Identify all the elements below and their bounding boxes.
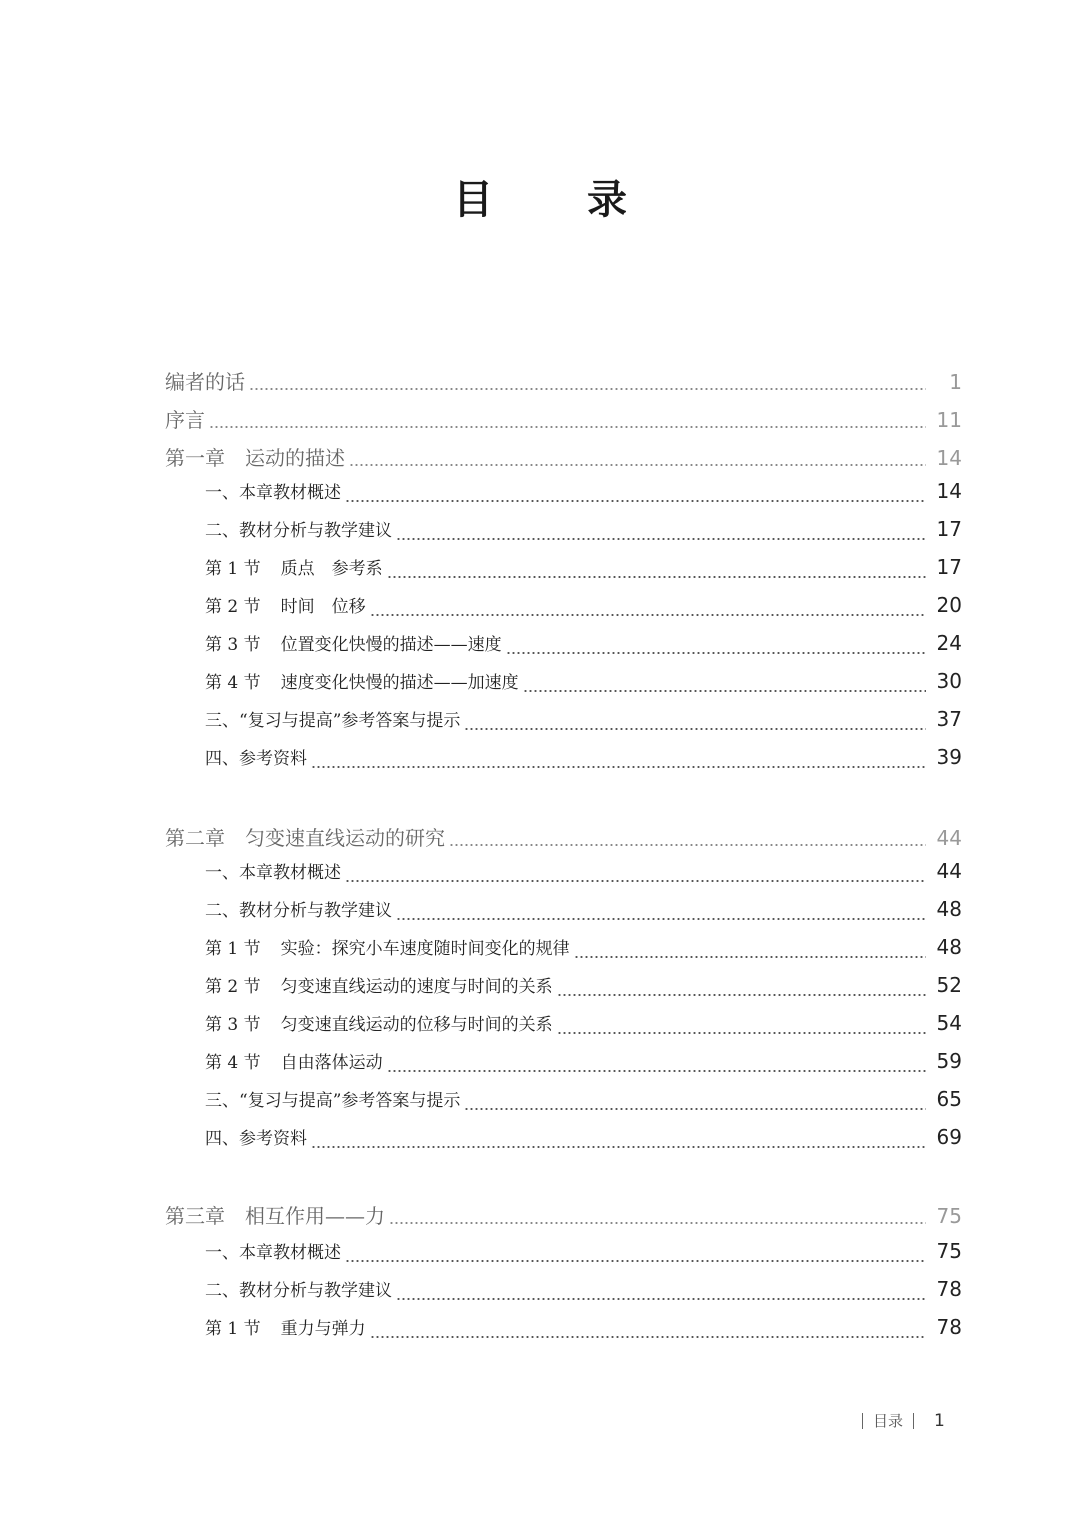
toc-dot-leader	[345, 1260, 926, 1262]
toc-dot-leader	[557, 1032, 926, 1034]
footer-divider	[862, 1413, 863, 1429]
toc-dot-leader	[396, 538, 926, 540]
toc-section-entry	[205, 1124, 962, 1158]
toc-dot-leader	[249, 388, 926, 390]
toc-entry-page-number: 69	[936, 1125, 962, 1149]
toc-entry-title: 四、参考资料	[205, 749, 307, 769]
toc-entry-title: 质点 参考系	[280, 559, 383, 579]
toc-entry-page-number: 54	[936, 1011, 962, 1035]
toc-entry-title: 相互作用——力	[245, 1204, 385, 1228]
toc-entry-page-number: 75	[936, 1204, 962, 1228]
toc-entry-number: 第 3 节	[205, 635, 261, 655]
page-title: 目 录	[453, 177, 667, 223]
toc-entry-page-number: 59	[936, 1049, 962, 1073]
toc-dot-leader	[387, 576, 926, 578]
toc-section-entry	[205, 630, 962, 664]
toc-dot-leader	[464, 728, 926, 730]
toc-entry-title: 匀变速直线运动的研究	[245, 826, 445, 850]
footer-divider	[913, 1413, 914, 1429]
toc-dot-leader	[370, 1336, 926, 1338]
toc-entry-page-number: 17	[936, 555, 962, 579]
toc-entry-page-number: 52	[936, 973, 962, 997]
toc-entry-title: 二、教材分析与教学建议	[205, 901, 392, 921]
toc-entry-title: 二、教材分析与教学建议	[205, 1281, 392, 1301]
toc-entry-title: 匀变速直线运动的速度与时间的关系	[280, 977, 553, 997]
footer-section-label: 目录	[873, 1412, 904, 1430]
toc-entry-page-number: 44	[936, 826, 962, 850]
toc-chapter-entry	[165, 822, 962, 856]
toc-entry-title: 自由落体运动	[280, 1053, 383, 1073]
toc-entry-page-number: 24	[936, 631, 962, 655]
toc-entry-number: 第三章	[165, 1204, 225, 1228]
toc-entry-page-number: 39	[936, 745, 962, 769]
toc-dot-leader	[389, 1222, 926, 1224]
toc-entry-page-number: 30	[936, 669, 962, 693]
toc-entry-title: 重力与弹力	[280, 1319, 366, 1339]
toc-section-entry	[205, 934, 962, 968]
toc-entry-page-number: 1	[949, 370, 962, 394]
toc-entry-title: 三、“复习与提高”参考答案与提示	[205, 711, 461, 731]
toc-entry-page-number: 37	[936, 707, 962, 731]
toc-entry-title: 编者的话	[165, 370, 245, 394]
toc-chapter-entry	[165, 1200, 962, 1234]
toc-entry-title: 运动的描述	[245, 446, 345, 470]
toc-entry-page-number: 78	[936, 1277, 962, 1301]
toc-entry-title: 实验：探究小车速度随时间变化的规律	[280, 939, 570, 959]
toc-entry-title: 速度变化快慢的描述——加速度	[280, 673, 519, 693]
toc-entry-page-number: 48	[936, 897, 962, 921]
toc-section-entry	[205, 1238, 962, 1272]
toc-entry-page-number: 78	[936, 1315, 962, 1339]
toc-entry-page-number: 48	[936, 935, 962, 959]
toc-dot-leader	[523, 690, 926, 692]
toc-dot-leader	[574, 956, 926, 958]
footer-page-number: 1	[934, 1410, 945, 1431]
toc-dot-leader	[506, 652, 926, 654]
toc-entry-number: 第 1 节	[205, 939, 261, 959]
toc-section-entry	[205, 1276, 962, 1310]
toc-section-entry	[205, 668, 962, 702]
toc-entry-page-number: 20	[936, 593, 962, 617]
toc-section-entry	[205, 592, 962, 626]
toc-dot-leader	[557, 994, 926, 996]
toc-entry-number: 第二章	[165, 826, 225, 850]
toc-chapter-entry	[165, 442, 962, 476]
toc-section-entry	[205, 554, 962, 588]
toc-dot-leader	[387, 1070, 926, 1072]
toc-dot-leader	[449, 844, 926, 846]
toc-dot-leader	[311, 1146, 926, 1148]
toc-dot-leader	[345, 500, 926, 502]
toc-section-entry	[205, 858, 962, 892]
toc-entry-title: 匀变速直线运动的位移与时间的关系	[280, 1015, 553, 1035]
toc-section-entry	[205, 896, 962, 930]
toc-entry-number: 第 2 节	[205, 597, 261, 617]
toc-dot-leader	[345, 880, 926, 882]
toc-dot-leader	[396, 918, 926, 920]
toc-section-entry	[205, 1314, 962, 1348]
toc-entry-page-number: 14	[936, 479, 962, 503]
toc-entry-number: 第 3 节	[205, 1015, 261, 1035]
toc-entry-title: 序言	[165, 408, 205, 432]
toc-entry-title: 一、本章教材概述	[205, 483, 341, 503]
toc-dot-leader	[311, 766, 926, 768]
toc-section-entry	[205, 516, 962, 550]
toc-section-entry	[205, 1048, 962, 1082]
toc-section-entry	[205, 1086, 962, 1120]
page-footer	[862, 1410, 972, 1431]
toc-entry-number: 第一章	[165, 446, 225, 470]
toc-entry-page-number: 11	[936, 408, 962, 432]
toc-entry-page-number: 44	[936, 859, 962, 883]
toc-dot-leader	[209, 426, 926, 428]
toc-dot-leader	[370, 614, 926, 616]
toc-section-entry	[205, 1010, 962, 1044]
toc-entry-number: 第 4 节	[205, 1053, 261, 1073]
toc-dot-leader	[349, 464, 926, 466]
toc-entry-page-number: 75	[936, 1239, 962, 1263]
toc-entry-title: 四、参考资料	[205, 1129, 307, 1149]
toc-entry-title: 三、“复习与提高”参考答案与提示	[205, 1091, 461, 1111]
toc-dot-leader	[396, 1298, 926, 1300]
toc-entry-title: 二、教材分析与教学建议	[205, 521, 392, 541]
toc-entry-title: 位置变化快慢的描述——速度	[280, 635, 502, 655]
toc-section-entry	[205, 744, 962, 778]
toc-section-entry	[205, 972, 962, 1006]
toc-entry-number: 第 2 节	[205, 977, 261, 997]
toc-dot-leader	[464, 1108, 926, 1110]
toc-entry-number: 第 1 节	[205, 1319, 261, 1339]
toc-section-entry	[205, 478, 962, 512]
toc-entry-page-number: 14	[936, 446, 962, 470]
toc-entry-title: 一、本章教材概述	[205, 1243, 341, 1263]
toc-entry-page-number: 17	[936, 517, 962, 541]
toc-section-entry	[205, 706, 962, 740]
toc-chapter-entry	[165, 404, 962, 438]
toc-entry-number: 第 4 节	[205, 673, 261, 693]
toc-chapter-entry	[165, 366, 962, 400]
toc-entry-title: 一、本章教材概述	[205, 863, 341, 883]
toc-entry-number: 第 1 节	[205, 559, 261, 579]
toc-entry-page-number: 65	[936, 1087, 962, 1111]
toc-entry-title: 时间 位移	[280, 597, 366, 617]
